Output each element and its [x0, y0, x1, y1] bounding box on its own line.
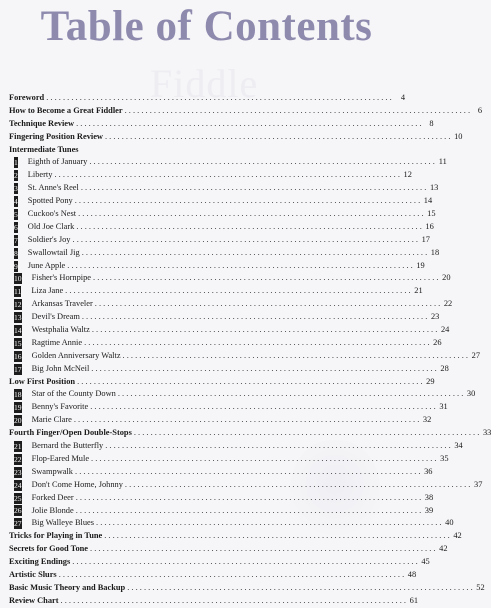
tune-title: Cuckoo's Nest [27, 209, 77, 219]
tune-title: Old Joe Clark [27, 221, 75, 231]
tune-entry[interactable] [9, 272, 451, 285]
toc-entry[interactable] [9, 92, 405, 105]
entry-page: 61 [409, 595, 419, 605]
tune-number-badge: 15 [14, 338, 22, 348]
dot-leader [76, 505, 421, 518]
tune-entry[interactable] [9, 234, 430, 247]
tune-number-badge: 25 [14, 493, 22, 503]
tune-page: 39 [424, 505, 434, 515]
dot-leader [82, 311, 427, 324]
dot-leader [54, 169, 399, 182]
tune-page: 14 [423, 196, 433, 206]
tune-page: 12 [403, 170, 412, 180]
tune-title: Fisher's Hornpipe [31, 273, 92, 283]
tune-number-badge: 24 [14, 480, 22, 490]
tune-page: 26 [433, 337, 442, 347]
tune-number-badge: 9 [14, 261, 18, 271]
dot-leader [134, 427, 479, 440]
tune-entry[interactable] [9, 311, 440, 324]
tune-number-badge: 5 [14, 209, 18, 219]
dot-leader [82, 247, 427, 260]
toc-entry[interactable] [9, 556, 430, 569]
dot-leader [74, 414, 419, 427]
entry-page: 42 [453, 531, 462, 541]
toc-entry-low-first-position[interactable] [9, 376, 435, 389]
intro-sections [9, 92, 483, 144]
toc-entry[interactable] [9, 595, 419, 608]
dot-leader [127, 582, 472, 595]
dot-leader [59, 569, 404, 582]
tune-entry[interactable] [9, 505, 434, 518]
toc-entry[interactable] [9, 131, 463, 144]
dot-leader [105, 131, 450, 144]
tune-entry[interactable] [9, 195, 433, 208]
toc-entry[interactable] [9, 118, 434, 131]
tune-title: Golden Anniversary Waltz [31, 350, 121, 360]
tune-entry[interactable] [9, 414, 432, 427]
tune-title: Swampwalk [31, 466, 73, 476]
tune-number-badge: 20 [14, 416, 22, 426]
tune-entry[interactable] [9, 337, 442, 350]
table-of-contents [9, 92, 491, 608]
entry-page: 10 [454, 131, 463, 141]
tune-title: Liza Jane [31, 286, 64, 296]
dot-leader [81, 182, 426, 195]
tune-entry[interactable] [9, 388, 476, 401]
tune-number-badge: 13 [14, 313, 22, 323]
tune-title: Liberty [27, 170, 53, 180]
toc-entry[interactable] [9, 569, 417, 582]
tune-title: Bernard the Butterfly [31, 441, 104, 451]
toc-entry-fourth-finger[interactable] [9, 427, 491, 440]
dot-leader [76, 492, 421, 505]
tune-number-badge: 1 [14, 158, 18, 168]
tune-number-badge: 17 [14, 364, 22, 374]
entry-label: Fourth Finger/Open Double-Stops [9, 428, 132, 438]
entry-label: Technique Review [9, 118, 75, 128]
tune-page: 30 [466, 389, 476, 399]
entry-page: 6 [477, 105, 483, 115]
tune-page: 37 [474, 479, 483, 489]
entry-page: 52 [476, 582, 485, 592]
tune-page: 13 [429, 183, 439, 193]
tune-title: Swallowtail Jig [27, 247, 80, 257]
toc-entry[interactable] [9, 105, 483, 118]
tune-title: St. Anne's Reel [27, 183, 79, 193]
dot-leader [123, 350, 468, 363]
dot-leader [91, 363, 436, 376]
tune-entry[interactable] [9, 182, 439, 195]
entry-page: 8 [429, 118, 434, 128]
tune-page: 16 [425, 221, 434, 231]
tune-number-badge: 18 [14, 390, 22, 400]
tune-page: 35 [440, 453, 449, 463]
tune-page: 11 [438, 157, 447, 167]
tune-number-badge: 19 [14, 403, 22, 413]
tune-entry[interactable] [9, 453, 449, 466]
tune-entry[interactable] [9, 156, 447, 169]
entry-page: 45 [421, 557, 430, 567]
tune-entry[interactable] [9, 260, 425, 273]
entry-label: Foreword [9, 93, 45, 102]
tune-title: Devil's Dream [31, 312, 80, 322]
tune-number-badge: 6 [14, 222, 18, 232]
tune-title: Arkansas Traveler [31, 299, 93, 309]
tune-number-badge: 2 [14, 171, 18, 181]
tune-title: Jolie Blonde [31, 505, 74, 515]
tune-page: 38 [424, 492, 434, 502]
tune-number-badge: 16 [14, 351, 22, 361]
tune-entry[interactable] [9, 401, 448, 414]
tune-page: 24 [440, 325, 450, 335]
tune-number-badge: 7 [14, 235, 18, 245]
tune-page: 19 [416, 260, 425, 270]
tune-number-badge: 8 [14, 248, 18, 258]
dot-leader [67, 260, 412, 273]
tune-page: 20 [442, 273, 451, 283]
dot-leader [46, 92, 393, 105]
dot-leader [84, 337, 429, 350]
entry-label: Fingering Position Review [9, 131, 103, 141]
entry-page: 33 [482, 428, 491, 438]
entry-page: 48 [407, 569, 417, 579]
dot-leader [92, 324, 437, 337]
dot-leader [125, 479, 470, 492]
tune-page: 28 [440, 363, 449, 373]
dot-leader [96, 517, 441, 530]
dot-leader [78, 208, 423, 221]
dot-leader [125, 105, 470, 118]
tune-number-badge: 23 [14, 467, 22, 477]
tune-number-badge: 12 [14, 300, 22, 310]
tune-title: Soldier's Joy [27, 234, 71, 244]
tune-entry[interactable] [9, 363, 449, 376]
entry-label: Tricks for Playing in Tune [9, 531, 103, 541]
tune-title: Marie Clare [31, 415, 72, 425]
low-first-tune-list [9, 388, 476, 427]
tune-entry[interactable] [9, 285, 423, 298]
entry-label: Basic Music Theory and Backup [9, 582, 126, 592]
tune-number-badge: 27 [14, 519, 22, 529]
tune-page: 15 [427, 209, 436, 219]
dot-leader [93, 272, 438, 285]
tune-title: Westphalia Waltz [31, 325, 90, 335]
background-watermark-text: Fiddle [150, 61, 259, 106]
tune-entry[interactable] [9, 169, 412, 182]
tune-number-badge: 22 [14, 454, 22, 464]
dot-leader [75, 195, 420, 208]
tune-number-badge: 26 [14, 506, 22, 516]
tune-page: 21 [414, 286, 423, 296]
closing-sections [9, 530, 485, 607]
entry-page: 29 [426, 376, 435, 386]
tune-page: 34 [454, 441, 463, 451]
tune-entry[interactable] [9, 466, 433, 479]
tune-title: Big Walleye Blues [31, 518, 95, 528]
tune-title: Big John McNeil [31, 363, 90, 373]
dot-leader [76, 118, 421, 131]
tune-entry[interactable] [9, 324, 450, 337]
tune-entry[interactable] [9, 298, 453, 311]
tune-number-badge: 10 [14, 274, 22, 284]
page-title: Table of Contents [40, 3, 373, 50]
tune-entry[interactable] [9, 492, 434, 505]
entry-label: Review Chart [9, 595, 59, 605]
dot-leader [65, 285, 410, 298]
entry-label: Low First Position [9, 376, 76, 386]
tune-entry[interactable] [9, 221, 434, 234]
tune-number-badge: 21 [14, 441, 22, 451]
tune-entry[interactable] [9, 208, 436, 221]
tune-title: Don't Come Home, Johnny [31, 479, 123, 489]
entry-label: Secrets for Good Tone [9, 544, 89, 554]
dot-leader [105, 440, 450, 453]
entry-page: 4 [400, 93, 405, 102]
dot-leader [90, 401, 435, 414]
toc-entry[interactable] [9, 543, 448, 556]
tune-number-badge: 3 [14, 184, 18, 194]
dot-leader [72, 556, 417, 569]
tune-page: 17 [421, 234, 430, 244]
tune-page: 40 [445, 518, 454, 528]
fourth-finger-tune-list [9, 440, 483, 530]
entry-page: 42 [439, 544, 448, 554]
toc-entry[interactable] [9, 530, 462, 543]
dot-leader [95, 298, 440, 311]
toc-entry[interactable] [9, 582, 485, 595]
tune-page: 31 [439, 402, 448, 412]
tune-number-badge: 4 [14, 197, 18, 207]
tune-title: Forked Deer [31, 492, 74, 502]
tune-entry[interactable] [9, 440, 463, 453]
entry-label: Exciting Endings [9, 557, 71, 567]
dot-leader [118, 388, 463, 401]
intermediate-tune-list [9, 156, 481, 375]
tune-page: 36 [424, 466, 433, 476]
dot-leader [89, 156, 434, 169]
entry-label: Artistic Slurs [9, 569, 57, 579]
tune-title: June Apple [27, 260, 66, 270]
tune-entry[interactable] [9, 247, 440, 260]
tune-title: Star of the County Down [31, 389, 116, 399]
tune-title: Flop-Eared Mule [31, 453, 90, 463]
tune-page: 32 [422, 415, 432, 425]
dot-leader [91, 453, 436, 466]
tune-number-badge: 14 [14, 325, 22, 335]
tune-page: 27 [471, 350, 481, 360]
tune-entry[interactable] [9, 479, 483, 492]
dot-leader [77, 376, 422, 389]
tune-title: Benny's Favorite [31, 402, 89, 412]
dot-leader [104, 530, 449, 543]
tune-entry[interactable] [9, 517, 454, 530]
dot-leader [61, 595, 406, 608]
tune-title: Spotted Pony [27, 196, 73, 206]
entry-label: How to Become a Great Fiddler [9, 105, 123, 115]
tune-entry[interactable] [9, 350, 481, 363]
tune-page: 22 [443, 299, 453, 309]
dot-leader [73, 234, 418, 247]
tune-title: Eighth of January [27, 157, 88, 167]
tune-page: 23 [430, 312, 440, 322]
tune-title: Ragtime Annie [31, 337, 83, 347]
dot-leader [76, 221, 421, 234]
dot-leader [90, 543, 435, 556]
tune-page: 18 [430, 247, 440, 257]
tune-number-badge: 11 [14, 287, 22, 297]
dot-leader [75, 466, 420, 479]
section-heading-intermediate: Intermediate Tunes [9, 144, 79, 154]
